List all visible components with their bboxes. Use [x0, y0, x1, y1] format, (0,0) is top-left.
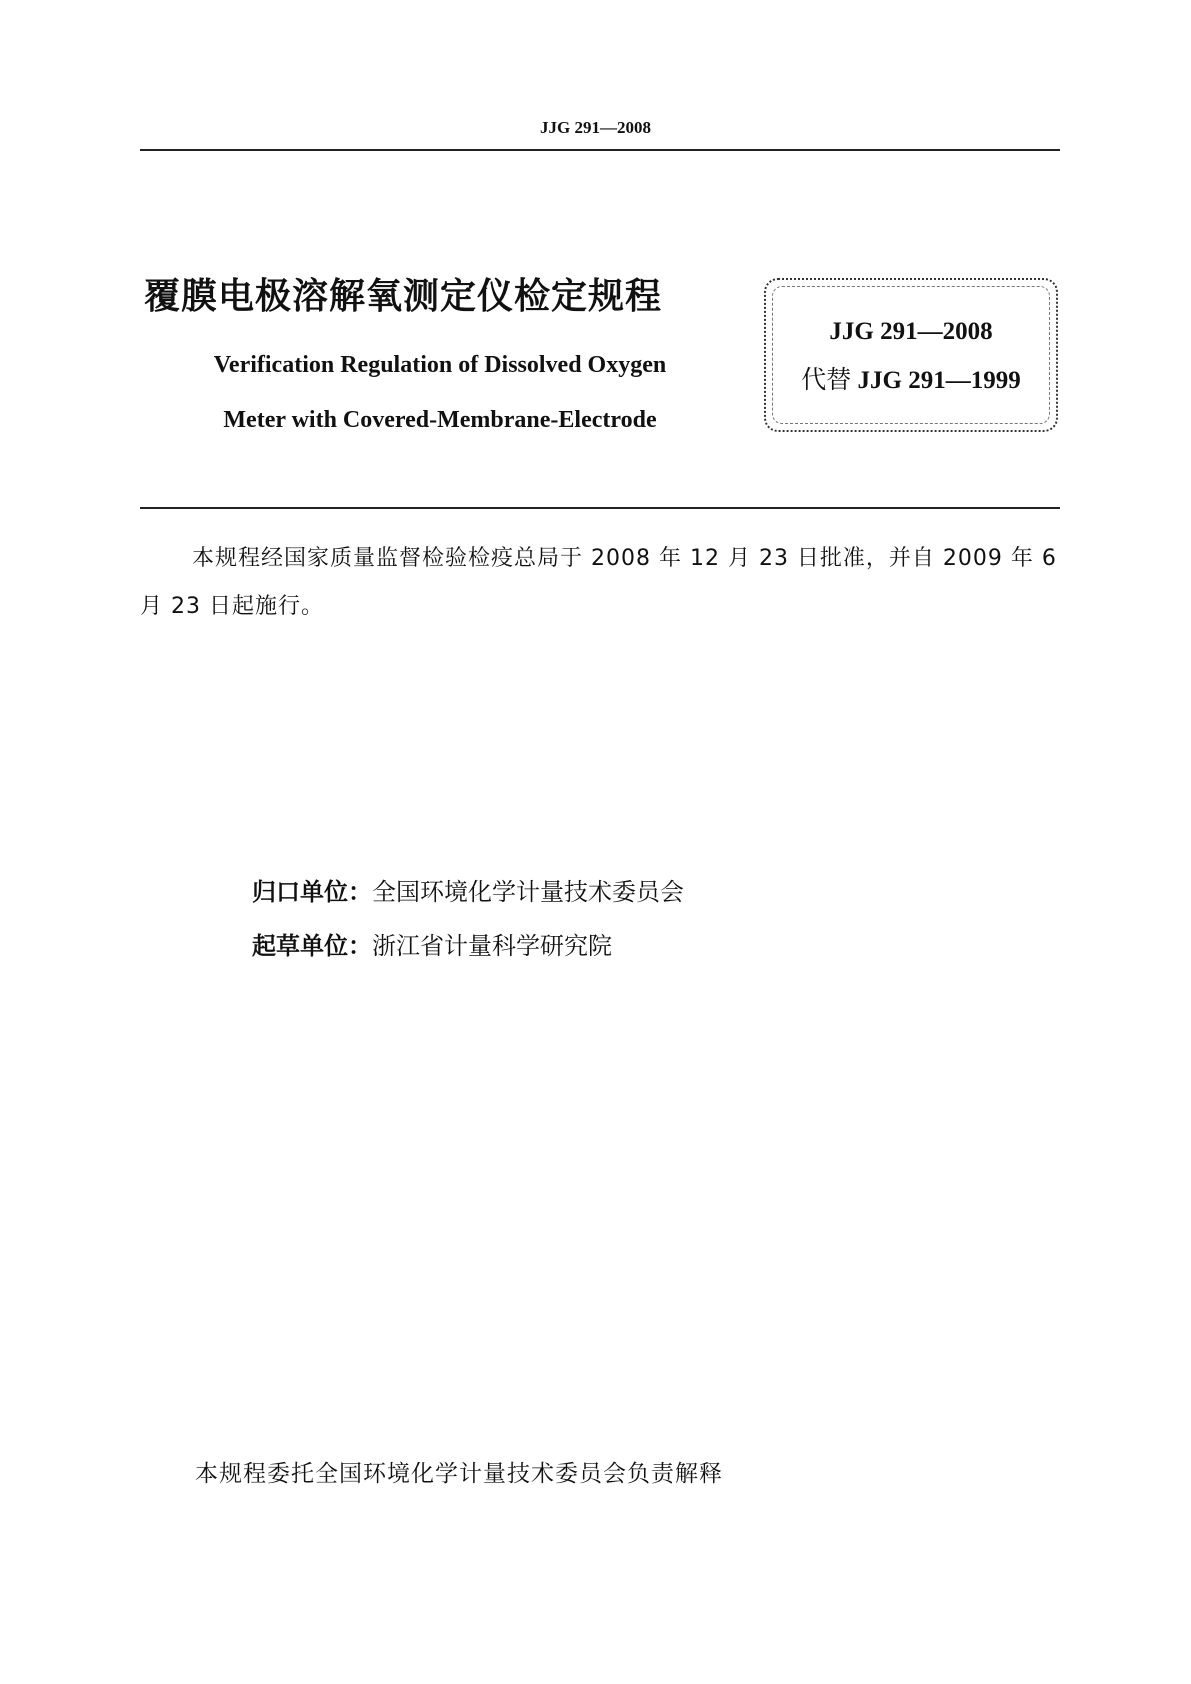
- code-box-replaces: [766, 360, 1056, 396]
- title-english-line-2: Meter with Covered-Membrane-Electrode: [223, 407, 657, 433]
- header-rule: [140, 149, 1060, 151]
- code-box-inner-border: [772, 286, 1050, 424]
- approval-text: 本规程经国家质量监督检验检疫总局于 2008 年 12 月 23 日批准，并自 2009 年 6 月 23 日起施行。: [140, 546, 1057, 619]
- title-english-line-1: Verification Regulation of Dissolved Oxygen: [213, 352, 667, 378]
- title-chinese: 覆膜电极溶解氧测定仪检定规程: [144, 276, 663, 317]
- drafting-unit-value: 浙江省计量科学研究院: [372, 932, 612, 960]
- drafting-unit-label: 起草单位：: [252, 932, 372, 960]
- approval-paragraph: [140, 535, 1060, 631]
- responsible-unit-label: 归口单位：: [252, 878, 372, 906]
- title-bottom-rule: [140, 507, 1060, 509]
- replaces-prefix: 代替: [801, 365, 852, 394]
- responsible-unit-row: [252, 872, 684, 907]
- code-box-standard-code: JJG 291—2008: [829, 318, 993, 345]
- drafting-unit-row: [252, 926, 612, 961]
- responsible-unit-value: 全国环境化学计量技术委员会: [372, 878, 684, 906]
- interpretation-note: 本规程委托全国环境化学计量技术委员会负责解释: [195, 1461, 723, 1487]
- header-standard-code: JJG 291—2008: [540, 118, 651, 137]
- standard-code-box: [764, 278, 1058, 432]
- replaces-code: JJG 291—1999: [857, 367, 1021, 394]
